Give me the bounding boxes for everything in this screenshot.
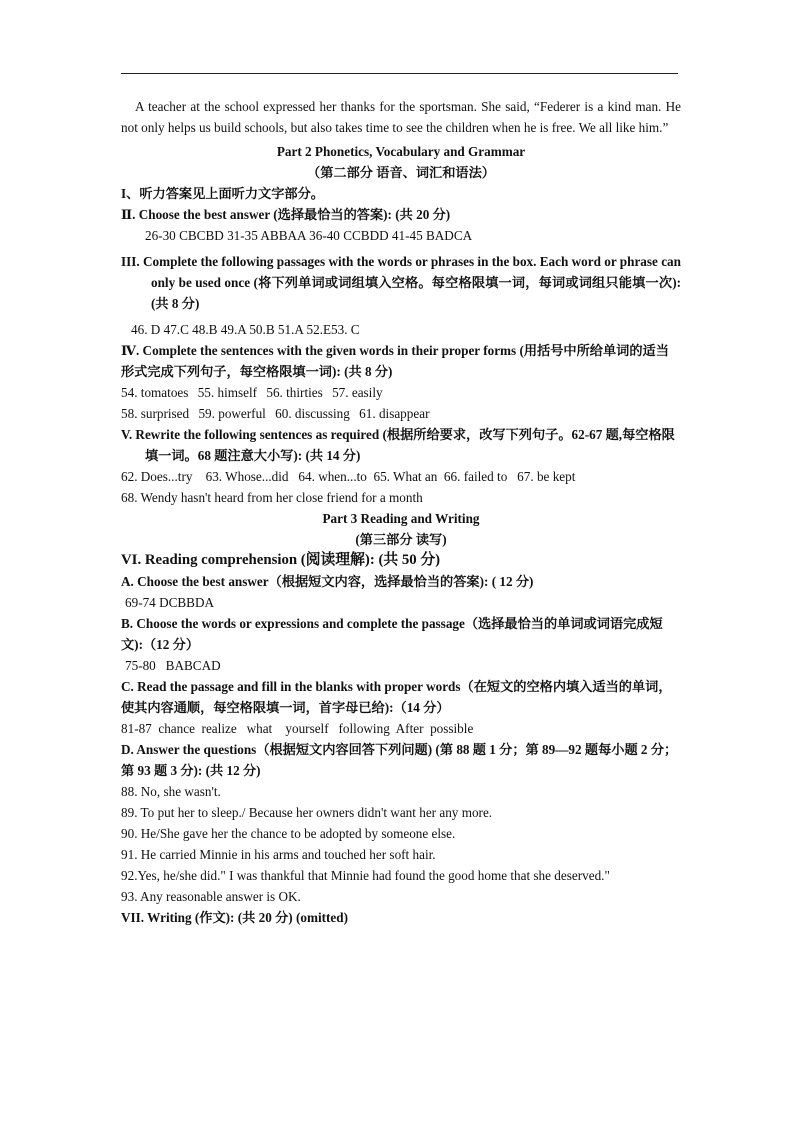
section-6-heading: VI. Reading comprehension (阅读理解): (共 50 分) <box>121 552 441 568</box>
answer-page <box>121 96 681 928</box>
answer-88: 88. No, she wasn't. <box>121 784 221 799</box>
part3-title: Part 3 Reading and Writing <box>322 511 480 526</box>
answer-57: 57. easily <box>332 385 383 400</box>
answer-54: 54. tomatoes <box>121 385 189 400</box>
answer-56: 56. thirties <box>266 385 323 400</box>
reading-a-heading: A. Choose the best answer（根据短文内容，选择最恰当的答案): ( 12 分) <box>121 574 534 589</box>
section-2-heading: Ⅱ. Choose the best answer (选择最恰当的答案): (共 20 分) <box>121 207 451 222</box>
reading-c-answers: 81-87 chance realize what yourself following After possible <box>121 721 474 736</box>
reading-a-answers: 69-74 DCBBDA <box>125 595 215 610</box>
answer-59: 59. powerful <box>198 406 266 421</box>
section-5-answers-row-2: 68. Wendy hasn't heard from her close friend for a month <box>121 490 423 505</box>
answer-91: 91. He carried Minnie in his arms and touched her soft hair. <box>121 847 436 862</box>
section-4-heading: Ⅳ. Complete the sentences with the given words in their proper forms (用括号中所给单词的适当形式完成下列句子，每空格限填一词): (共 8 分) <box>121 343 669 379</box>
section-7-writing: VII. Writing (作文): (共 20 分) (omitted) <box>121 910 348 925</box>
section-5-heading: V. Rewrite the following sentences as required (根据所给要求，改写下列句子。62-67 题,每空格限填一词。68 题注意大小写): (共 14 分) <box>121 427 675 463</box>
answer-92: 92.Yes, he/she did." I was thankful that Minnie had found the good home that she deserved." <box>121 868 610 883</box>
section-2-answers: 26-30 CBCBD 31-35 ABBAA 36-40 CCBDD 41-45 BADCA <box>145 228 473 243</box>
answer-55: 55. himself <box>197 385 258 400</box>
reading-b-heading: B. Choose the words or expressions and complete the passage（选择最恰当的单词或词语完成短文):（12 分） <box>121 616 663 652</box>
section-3-answers: 46. D 47.C 48.B 49.A 50.B 51.A 52.E53. C <box>131 322 360 337</box>
answer-90: 90. He/She gave her the chance to be adopted by someone else. <box>121 826 456 841</box>
reading-c-heading: C. Read the passage and fill in the blanks with proper words（在短文的空格内填入适当的单词，使其内容通顺，每空格限填一词，首字母已给):（14 分） <box>121 679 672 715</box>
section-4-answers-row-1 <box>121 382 681 403</box>
header-rule <box>121 73 678 74</box>
reading-b-answers: 75-80 BABCAD <box>125 658 221 673</box>
reading-d-heading: D. Answer the questions（根据短文内容回答下列问题) (第 88 题 1 分；第 89—92 题每小题 2 分；第 93 题 3 分): (共 12 分) <box>121 742 678 778</box>
answer-93: 93. Any reasonable answer is OK. <box>121 889 301 904</box>
section-3-heading: III. Complete the following passages with the words or phrases in the box. Each word or phrase can only be used once (将下列单词或词组填入空格。每空格限填一词，每词或词组只能填一次): (共 8 分) <box>121 254 681 311</box>
answer-61: 61. disappear <box>359 406 430 421</box>
answer-89: 89. To put her to sleep./ Because her owners didn't want her any more. <box>121 805 493 820</box>
answer-60: 60. discussing <box>275 406 350 421</box>
part3-subtitle: (第三部分 读写) <box>355 532 447 547</box>
answer-58: 58. surprised <box>121 406 190 421</box>
section-5-answers-row-1: 62. Does...try 63. Whose...did 64. when...to 65. What an 66. failed to 67. be kept <box>121 469 576 484</box>
part2-subtitle: （第二部分 语音、词汇和语法） <box>307 165 495 180</box>
passage-paragraph: A teacher at the school expressed her thanks for the sportsman. She said, “Federer is a kind man. He not only helps us build schools, but also takes time to see the children when he is free. We all like him.” <box>121 99 681 135</box>
section-1-note: I、听力答案见上面听力文字部分。 <box>121 186 324 201</box>
part2-title: Part 2 Phonetics, Vocabulary and Grammar <box>276 144 526 159</box>
section-4-answers-row-2 <box>121 403 681 424</box>
